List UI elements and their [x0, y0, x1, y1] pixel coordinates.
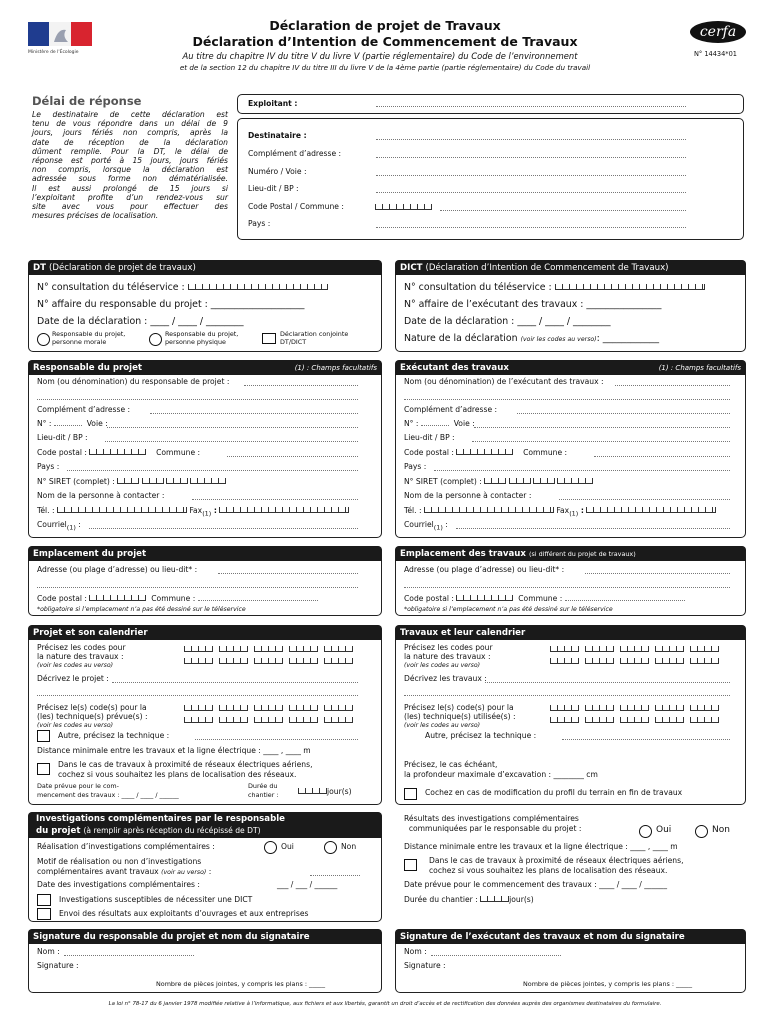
resp-field-0: Nom (ou dénomination) du responsable de projet :	[37, 377, 230, 386]
exec-field-5: Code postal : Commune :	[404, 448, 568, 457]
exec-field-8: Nom de la personne à contacter :	[404, 491, 532, 500]
exec-field-7: N° SIRET (complet) :	[404, 477, 593, 486]
resp-field-input-5[interactable]	[227, 456, 358, 457]
res-aer: Dans le cas de travaux à proximité de réseaux électriques aériens, cochez si vous souhaitez les plans de localisation des réseaux.	[429, 856, 684, 875]
projet-codes: Précisez les codes pour la nature des travaux : (voir les codes au verso)	[37, 643, 126, 669]
code-cell-group[interactable]	[254, 705, 283, 711]
code-cell-group[interactable]	[219, 658, 248, 664]
code-cell-group[interactable]	[550, 646, 579, 652]
numero-input[interactable]	[376, 175, 686, 176]
destinataire-label: Destinataire :	[248, 131, 307, 140]
exec-field-9: Tél. : Fax$_{(1)}$ :	[404, 506, 716, 518]
delai-text-line: réponse est porté à 15 jours, jours fériés	[32, 156, 228, 166]
numero-label: Numéro / Voie :	[248, 167, 307, 176]
empl-travaux-adresse-input2[interactable]	[404, 587, 730, 588]
code-cell-group[interactable]	[184, 658, 213, 664]
code-cells-row[interactable]	[184, 716, 359, 725]
travaux-cochez-checkbox[interactable]	[404, 788, 417, 800]
exec-field-10: Courriel$_{(1)}$ :	[404, 520, 448, 532]
republique-logo	[28, 22, 92, 58]
projet-decrivez: Décrivez le projet :	[37, 674, 109, 683]
destinataire-box	[237, 118, 744, 240]
projet-aeriens-checkbox[interactable]	[37, 763, 50, 775]
exec-field-input-2[interactable]	[517, 413, 730, 414]
delai-text-line: mesures précises de localisation.	[32, 211, 159, 221]
exec-field-input-8[interactable]	[559, 499, 730, 500]
sig-exec-nom: Nom :	[404, 947, 427, 956]
code-cells-row[interactable]	[550, 657, 725, 666]
delai-text-line: Le destinataire de cette déclaration est	[32, 110, 228, 119]
code-cell-group[interactable]	[324, 705, 353, 711]
travaux-codes: Précisez les codes pour la nature des travaux : (voir les codes au verso)	[404, 643, 493, 669]
resp-field-3: N° : Voie :	[37, 419, 108, 428]
exec-field-input-3[interactable]	[474, 427, 730, 428]
delai-text	[32, 110, 228, 220]
code-cell-group[interactable]	[655, 658, 684, 664]
res-communiquees: Résultats des investigations complémentaires communiquées par le responsable du projet :	[404, 814, 582, 833]
resp-field-7: N° SIRET (complet) :	[37, 477, 226, 486]
code-cells-row[interactable]	[550, 704, 725, 713]
dict-nature: Nature de la déclaration (voir les codes au verso): ____________	[404, 333, 660, 344]
projet-cal-bar: Projet et son calendrier	[28, 625, 382, 640]
resp-field-input-4[interactable]	[105, 441, 358, 442]
travaux-autre-input[interactable]	[562, 739, 730, 740]
empl-projet-adresse-input2[interactable]	[37, 587, 358, 588]
resp-field-9: Tél. : Fax$_{(1)}$ :	[37, 506, 349, 518]
code-cell-group[interactable]	[690, 646, 719, 652]
code-cell-group[interactable]	[184, 646, 213, 652]
res-duree: Durée du chantier : jour(s)	[404, 895, 534, 904]
resp-field-input-8[interactable]	[192, 499, 358, 500]
code-cell-group[interactable]	[184, 705, 213, 711]
resp-field-input-0[interactable]	[244, 385, 358, 386]
pays-input[interactable]	[376, 227, 686, 228]
complement-label: Complément d’adresse :	[248, 149, 342, 158]
code-cell-group[interactable]	[184, 717, 213, 723]
exec-field-input-5[interactable]	[594, 456, 730, 457]
dt-date: Date de la déclaration : ____ / ____ / ________	[37, 316, 244, 327]
sig-resp-signature: Signature :	[37, 961, 79, 970]
exec-field-4: Lieu-dit / BP :	[404, 433, 455, 442]
code-cell-group[interactable]	[620, 717, 649, 723]
dict-consult: N° consultation du téléservice :	[404, 282, 705, 293]
exploitant-input[interactable]	[376, 106, 686, 107]
exec-field-input-10[interactable]	[456, 528, 730, 529]
subtitle-environment: Au titre du chapitre IV du titre V du livre V (partie réglementaire) du Code de l’environnement	[182, 51, 578, 61]
delai-text-line: non compris, lorsque la déclaration est	[32, 165, 228, 175]
sig-resp-nom: Nom :	[37, 947, 60, 956]
logo-caption: Ministère de l'Écologie	[28, 50, 79, 55]
invest-envoi: Envoi des résultats aux exploitants d’ouvrages et aux entreprises	[59, 909, 309, 918]
pays-label: Pays :	[248, 219, 271, 228]
invest-dict: Investigations susceptibles de nécessiter une DICT	[59, 895, 253, 904]
invest-dates: Date des investigations complémentaires :	[37, 880, 200, 889]
destinataire-input[interactable]	[376, 139, 686, 140]
code-cell-group[interactable]	[620, 658, 649, 664]
empl-projet-bar: Emplacement du projet	[28, 546, 382, 561]
code-cell-group[interactable]	[550, 717, 579, 723]
dt-opt-conjointe[interactable]	[262, 333, 276, 344]
invest-motif-input[interactable]	[310, 875, 360, 876]
code-cell-group[interactable]	[550, 705, 579, 711]
cp-cells[interactable]	[375, 204, 432, 210]
resp-field-input-6[interactable]	[67, 470, 358, 471]
travaux-tech: Précisez le(s) code(s) pour la (les) technique(s) utilisée(s) : (voir les codes au verso)	[404, 703, 516, 729]
code-cell-group[interactable]	[550, 658, 579, 664]
empl-projet-oblig: *obligatoire si l’emplacement n’a pas été dessiné sur le téléservice	[37, 606, 246, 613]
resp-field-6: Pays :	[37, 462, 60, 471]
resp-field-10: Courriel$_{(1)}$ :	[37, 520, 81, 532]
code-cell-group[interactable]	[690, 658, 719, 664]
dt-bar: DT (Déclaration de projet de travaux)	[28, 260, 382, 275]
invest-dict-checkbox[interactable]	[37, 894, 51, 906]
code-cell-group[interactable]	[289, 705, 318, 711]
code-cell-group[interactable]	[219, 646, 248, 652]
projet-duree-cells[interactable]: jour(s)	[298, 787, 352, 796]
code-cell-group[interactable]	[254, 658, 283, 664]
projet-dateprev: Date prévue pour le com- mencement des travaux : ____ / ____ / ______	[37, 782, 179, 799]
code-cells-row[interactable]	[184, 704, 359, 713]
code-cell-group[interactable]	[324, 658, 353, 664]
code-cell-group[interactable]	[585, 705, 614, 711]
sig-exec-nom-input[interactable]	[431, 955, 561, 956]
exploitant-box	[237, 94, 744, 114]
invest-non: Non	[341, 842, 357, 851]
resp-field-input-10[interactable]	[89, 528, 358, 529]
delai-text-line: site avec vous pour effectuer des	[32, 202, 228, 212]
dict-date: Date de la déclaration : ____ / ____ / ________	[404, 316, 611, 327]
projet-tech-cells[interactable]	[184, 704, 359, 728]
lieudit-input[interactable]	[376, 192, 686, 193]
lieudit-label: Lieu-dit / BP :	[248, 184, 299, 193]
dt-opt-physique[interactable]	[149, 333, 162, 346]
invest-bar: Investigations complémentaires par le responsable du projet (à remplir après réception du récépissé de DT)	[28, 812, 382, 838]
projet-autre: Autre, précisez la technique :	[58, 731, 170, 740]
res-aer-checkbox[interactable]	[404, 859, 417, 871]
travaux-decrivez-input[interactable]	[485, 682, 730, 683]
code-cells-row[interactable]	[550, 645, 725, 654]
code-cell-group[interactable]	[289, 717, 318, 723]
code-cell-group[interactable]	[289, 658, 318, 664]
exec-field-0: Nom (ou dénomination) de l’exécutant des travaux :	[404, 377, 604, 386]
code-cell-group[interactable]	[324, 646, 353, 652]
code-cell-group[interactable]	[620, 646, 649, 652]
sig-exec-pieces: Nombre de pièces jointes, y compris les plans : _____	[523, 980, 693, 988]
res-dist: Distance minimale entre les travaux et la ligne électrique : ____ , ____ m	[404, 842, 678, 851]
code-cell-group[interactable]	[655, 705, 684, 711]
resp-field-input-1[interactable]	[37, 399, 358, 400]
projet-autre-input[interactable]	[195, 739, 358, 740]
exec-field-input-6[interactable]	[434, 470, 730, 471]
exploitant-label: Exploitant :	[248, 99, 298, 108]
projet-aeriens: Dans le cas de travaux à proximité de réseaux électriques aériens, cochez si vous souhaitez les plans de localisation des réseaux.	[58, 760, 313, 779]
travaux-codes-cells[interactable]	[550, 645, 725, 669]
projet-distance: Distance minimale entre les travaux et la ligne électrique : ____ , ____ m	[37, 746, 311, 755]
delai-text-line: dûment remplie. Pour la DT, le délai de	[32, 146, 228, 156]
travaux-tech-cells[interactable]	[550, 704, 725, 728]
empl-projet-adresse: Adresse (ou plage d’adresse) ou lieu-dit* :	[37, 565, 198, 574]
exec-field-2: Complément d’adresse :	[404, 405, 498, 414]
empl-projet-adresse-input[interactable]	[218, 573, 358, 574]
code-cell-group[interactable]	[219, 705, 248, 711]
sig-resp-nom-input[interactable]	[64, 955, 194, 956]
resp-field-4: Lieu-dit / BP :	[37, 433, 88, 442]
dict-bar: DICT (Déclaration d’Intention de Commencement de Travaux)	[395, 260, 746, 275]
empl-travaux-bar: Emplacement des travaux (si différent du projet de travaux)	[395, 546, 746, 561]
code-cell-group[interactable]	[324, 717, 353, 723]
delai-text-line: l’exploitant profite d’un rendez-vous sur	[32, 192, 228, 202]
title-dict: Déclaration d’Intention de Commencement de Travaux	[192, 34, 578, 49]
invest-dates-input[interactable]: ___ / ___ / ______	[277, 880, 338, 889]
travaux-cochez: Cochez en cas de modification du profil du terrain en fin de travaux	[425, 788, 683, 797]
code-cells-row[interactable]	[184, 657, 359, 666]
res-oui: Oui	[656, 825, 672, 835]
delai-text-line: date de réception de la déclaration	[32, 137, 228, 147]
invest-motif: Motif de réalisation ou non d’investigations complémentaires avant travaux (voir au verso) :	[37, 857, 212, 876]
dt-affaire: N° affaire du responsable du projet : ____________________	[37, 299, 305, 310]
travaux-prec: Précisez, le cas échéant, la profondeur maximale d’excavation : ________ cm	[404, 760, 598, 779]
invest-real: Réalisation d’investigations complémentaires :	[37, 842, 215, 851]
resp-field-input-2[interactable]	[150, 413, 358, 414]
code-cell-group[interactable]	[690, 705, 719, 711]
cerfa-number: N° 14434*01	[694, 50, 737, 58]
projet-duree: Durée du chantier :	[248, 782, 279, 799]
delai-title: Délai de réponse	[32, 94, 142, 108]
empl-travaux-adresse: Adresse (ou plage d’adresse) ou lieu-dit* :	[404, 565, 565, 574]
delai-text-line: tenu de vous répondre dans un délai de 9	[32, 119, 228, 129]
resp-field-input-3[interactable]	[107, 427, 358, 428]
exec-field-input-4[interactable]	[472, 441, 730, 442]
code-cell-group[interactable]	[254, 646, 283, 652]
travaux-cal-bar: Travaux et leur calendrier	[395, 625, 746, 640]
subtitle-travail: et de la section 12 du chapitre IV du titre III du livre V de la 4ème partie (partie réglementaire) du Code du travail	[179, 63, 591, 72]
exec-bar: Exécutant des travaux (1) : Champs facultatifs	[395, 360, 746, 375]
dt-consult: N° consultation du téléservice :	[37, 282, 328, 293]
projet-autre-checkbox[interactable]	[37, 730, 50, 742]
sig-resp-bar: Signature du responsable du projet et nom du signataire	[28, 929, 382, 944]
cerfa-logo: cerfa	[690, 21, 746, 43]
exec-field-6: Pays :	[404, 462, 427, 471]
code-cells-row[interactable]	[550, 716, 725, 725]
exec-field-input-0[interactable]	[615, 385, 730, 386]
code-cell-group[interactable]	[655, 646, 684, 652]
empl-travaux-cp: Code postal : Commune :	[404, 594, 685, 603]
code-cell-group[interactable]	[585, 658, 614, 664]
code-cell-group[interactable]	[289, 646, 318, 652]
dt-opt-morale-label: Responsable du projet, personne morale	[52, 330, 126, 346]
cp-label: Code Postal / Commune :	[248, 202, 344, 211]
code-cell-group[interactable]	[585, 717, 614, 723]
res-non: Non	[712, 825, 730, 835]
travaux-decrivez: Décrivez les travaux :	[404, 674, 487, 683]
exec-field-input-1[interactable]	[404, 399, 730, 400]
code-cell-group[interactable]	[655, 717, 684, 723]
invest-non-radio[interactable]	[324, 841, 337, 854]
res-dateprev: Date prévue pour le commencement des travaux : ____ / ____ / ______	[404, 880, 668, 889]
commune-input[interactable]	[440, 210, 686, 211]
delai-text-line: adressée sous forme non dématérialisée.	[32, 174, 228, 184]
dt-opt-morale[interactable]	[37, 333, 50, 346]
french-flag-icon	[28, 22, 92, 46]
resp-field-2: Complément d’adresse :	[37, 405, 131, 414]
res-non-radio[interactable]	[695, 825, 708, 838]
code-cell-group[interactable]	[254, 717, 283, 723]
sig-resp-pieces: Nombre de pièces jointes, y compris les plans : _____	[156, 980, 326, 988]
code-cells-row[interactable]	[184, 645, 359, 654]
empl-projet-cp: Code postal : Commune :	[37, 594, 318, 603]
empl-travaux-adresse-input[interactable]	[585, 573, 730, 574]
dict-affaire: N° affaire de l’exécutant des travaux : ________________	[404, 299, 662, 310]
sig-exec-signature: Signature :	[404, 961, 446, 970]
travaux-decrivez-input2[interactable]	[404, 695, 730, 696]
sig-exec-bar: Signature de l’exécutant des travaux et nom du signataire	[395, 929, 746, 944]
exec-field-3: N° : Voie :	[404, 419, 475, 428]
projet-decrivez-input2[interactable]	[37, 695, 358, 696]
code-cell-group[interactable]	[585, 646, 614, 652]
invest-oui: Oui	[281, 842, 294, 851]
dt-opt-physique-label: Responsable du projet, personne physique	[165, 330, 239, 346]
title-dt: Déclaration de projet de Travaux	[269, 18, 501, 33]
empl-travaux-oblig: *obligatoire si l’emplacement n’a pas été dessiné sur le téléservice	[404, 606, 613, 613]
code-cell-group[interactable]	[690, 717, 719, 723]
dt-opt-conjointe-label: Déclaration conjointe DT/DICT	[280, 330, 349, 346]
projet-codes-cells[interactable]	[184, 645, 359, 669]
complement-input[interactable]	[376, 157, 686, 158]
code-cell-group[interactable]	[620, 705, 649, 711]
footer-cnil: La loi n° 78-17 du 6 janvier 1978 modifiée relative à l’informatique, aux fichiers et aux libertés, garantit un droit d’accès et de rectification des données auprès des organismes destinataires du formulaire.	[108, 1001, 662, 1007]
resp-field-8: Nom de la personne à contacter :	[37, 491, 165, 500]
travaux-autre: Autre, précisez la technique :	[425, 731, 537, 740]
projet-decrivez-input[interactable]	[112, 682, 358, 683]
projet-tech: Précisez le(s) code(s) pour la (les) technique(s) prévue(s) : (voir les codes au verso)	[37, 703, 148, 729]
invest-oui-radio[interactable]	[264, 841, 277, 854]
resp-bar: Responsable du projet (1) : Champs facultatifs	[28, 360, 382, 375]
res-oui-radio[interactable]	[639, 825, 652, 838]
delai-text-line: jours, jours fériés non compris, après la	[32, 128, 228, 138]
code-cell-group[interactable]	[219, 717, 248, 723]
resp-field-5: Code postal : Commune :	[37, 448, 201, 457]
invest-envoi-checkbox[interactable]	[37, 908, 51, 920]
delai-text-line: Il est aussi prolongé de 15 jours si	[32, 183, 228, 193]
